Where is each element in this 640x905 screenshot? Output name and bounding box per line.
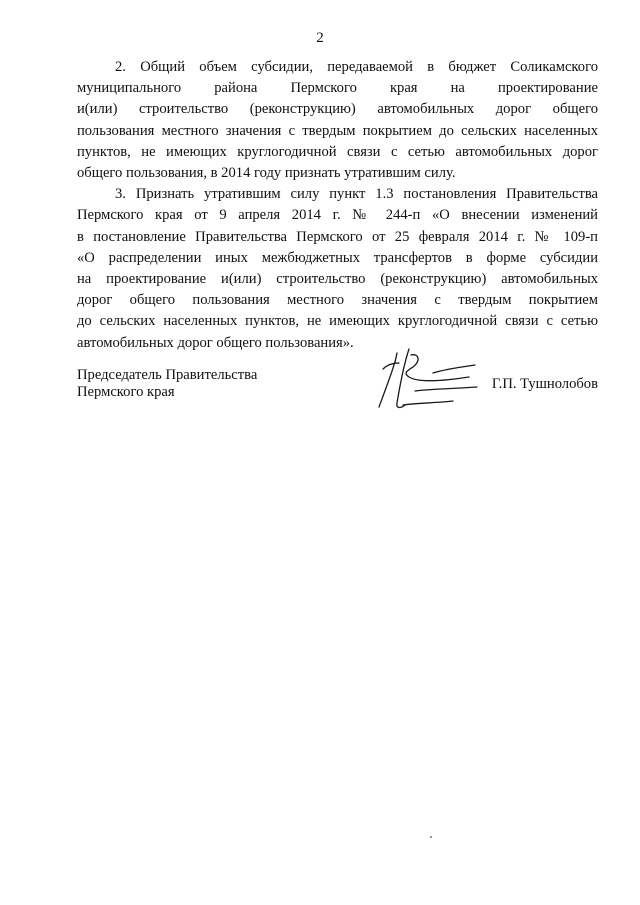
page-number: 2 (316, 30, 324, 46)
text-line: 3. Признать утратившим силу пункт 1.3 постановления Правительства (115, 186, 598, 203)
signer-title (77, 367, 257, 401)
text-line: «О распределении иных межбюджетных трансфертов в форме субсидии (77, 249, 598, 266)
text-line: пользования местного значения с твердым покрытием до сельских населенных (77, 122, 598, 139)
signer-name: Г.П. Тушнолобов (491, 376, 598, 392)
handwritten-signature-icon (373, 345, 483, 415)
signature-block (77, 367, 598, 417)
signer-title-line: Председатель Правительства (77, 367, 258, 383)
text-line: пунктов, не имеющих круглогодичной связи с сетью автомобильных дорог (77, 143, 598, 160)
text-line: автомобильных дорог общего пользования». (77, 334, 354, 351)
text-line: в постановление Правительства Пермского от 25 февраля 2014 г. № 109-п (77, 228, 598, 245)
paragraph-2 (77, 57, 598, 184)
text-line: на проектирование и(или) строительство (реконструкцию) автомобильных (77, 271, 598, 288)
paragraph-3 (77, 184, 598, 354)
text-line: общего пользования, в 2014 году признать утратившим силу. (77, 165, 456, 182)
signer-title-line: Пермского края (77, 384, 175, 400)
text-line: до сельских населенных пунктов, не имеющих круглогодичной связи с сетью (77, 313, 598, 330)
document-body (77, 57, 598, 354)
text-line: Пермского края от 9 апреля 2014 г. № 244-п «О внесении изменений (77, 207, 598, 224)
text-line: 2. Общий объем субсидии, передаваемой в бюджет Соликамского (115, 59, 598, 75)
text-line: муниципального района Пермского края на проектирование (77, 80, 598, 97)
text-line: дорог общего пользования местного значения с твердым покрытием (77, 292, 598, 309)
scan-artifact-dot (430, 836, 432, 838)
text-line: и(или) строительство (реконструкцию) автомобильных дорог общего (77, 101, 598, 118)
